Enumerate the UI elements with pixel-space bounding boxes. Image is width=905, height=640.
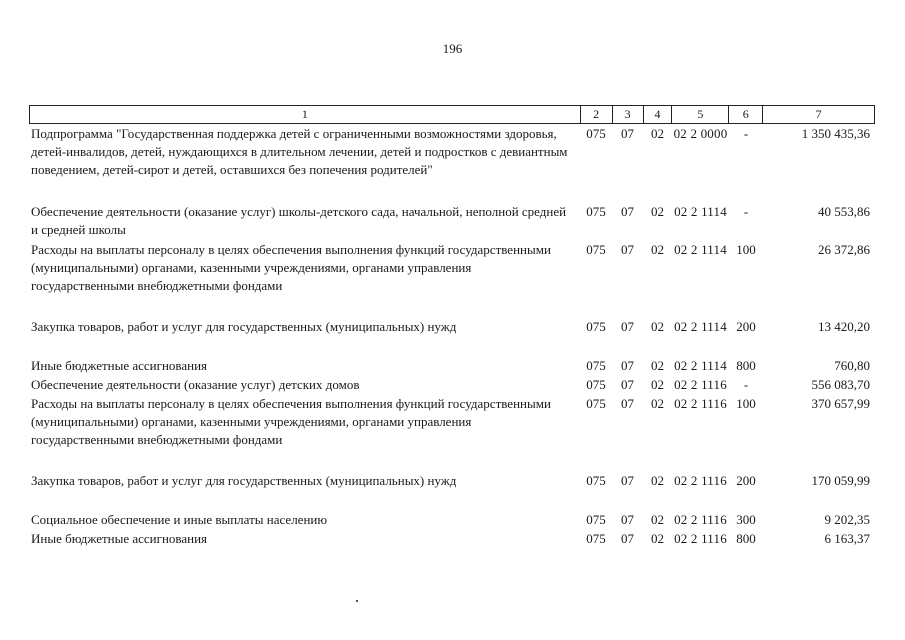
row-name: Обеспечение деятельности (оказание услуг) детских домов: [31, 377, 360, 392]
row-rz: 07: [621, 358, 634, 373]
row-csr: 02 2 1114: [674, 204, 727, 219]
row-name: Расходы на выплаты персоналу в целях обеспечения выполнения функций государственными (муниципальными) органами, казенными учреждениями, органами управления государственными внебюджетными фондами: [31, 242, 551, 293]
row-rz: 07: [621, 242, 634, 257]
row-pr: 02: [651, 531, 664, 546]
row-vr: -: [743, 204, 749, 219]
row-ved: 075: [586, 473, 606, 488]
row-sum: 6 163,37: [824, 531, 870, 546]
row-vr: 300: [736, 512, 756, 527]
header-col-4: 4: [643, 106, 672, 123]
row-vr: 100: [736, 396, 756, 411]
row-ved: 075: [586, 358, 606, 373]
row-pr: 02: [651, 358, 664, 373]
row-name: Обеспечение деятельности (оказание услуг) школы-детского сада, начальной, неполной средней и средней школы: [31, 204, 567, 237]
row-name: Расходы на выплаты персоналу в целях обеспечения выполнения функций государственными (муниципальными) органами, казенными учреждениями, органами управления государственными внебюджетными фондами: [31, 396, 551, 447]
row-name: Иные бюджетные ассигнования: [31, 358, 208, 373]
row-ved: 075: [586, 204, 606, 219]
row-ved: 075: [586, 396, 606, 411]
row-vr: 200: [736, 473, 756, 488]
row-vr: -: [743, 377, 749, 392]
row-vr: 800: [736, 358, 756, 373]
row-rz: 07: [621, 204, 634, 219]
row-sum: 556 083,70: [811, 377, 870, 392]
row-sum: 9 202,35: [824, 512, 870, 527]
row-csr: 02 2 1116: [674, 473, 727, 488]
row-pr: 02: [651, 204, 664, 219]
row-rz: 07: [621, 319, 634, 334]
row-rz: 07: [621, 377, 634, 392]
header-col-5: 5: [671, 106, 728, 123]
header-col-7: 7: [762, 106, 874, 123]
row-ved: 075: [586, 126, 606, 141]
row-ved: 075: [586, 319, 606, 334]
row-rz: 07: [621, 512, 634, 527]
row-name: Закупка товаров, работ и услуг для государственных (муниципальных) нужд: [31, 319, 457, 334]
row-vr: 800: [736, 531, 756, 546]
row-pr: 02: [651, 473, 664, 488]
row-pr: 02: [651, 396, 664, 411]
row-csr: 02 2 1116: [674, 531, 727, 546]
row-name: Закупка товаров, работ и услуг для государственных (муниципальных) нужд: [31, 473, 457, 488]
row-name: Иные бюджетные ассигнования: [31, 531, 208, 546]
row-csr: 02 2 1116: [674, 512, 727, 527]
row-pr: 02: [651, 512, 664, 527]
row-rz: 07: [621, 531, 634, 546]
row-name: Социальное обеспечение и иные выплаты населению: [31, 512, 328, 527]
row-vr: 100: [736, 242, 756, 257]
row-name: Подпрограмма "Государственная поддержка детей с ограниченными возможностями здоровья, детей-инвалидов, детей, нуждающихся в длительном лечении, детей и подростков с девиантным поведением, детей-сирот и детей, оставшихся без попечения родителей": [31, 126, 568, 177]
row-ved: 075: [586, 377, 606, 392]
header-col-2: 2: [580, 106, 612, 123]
row-sum: 40 553,86: [818, 204, 870, 219]
row-sum: 26 372,86: [818, 242, 870, 257]
row-sum: 170 059,99: [811, 473, 870, 488]
row-csr: 02 2 1116: [674, 396, 727, 411]
row-csr: 02 2 1114: [674, 319, 727, 334]
row-sum: 13 420,20: [818, 319, 870, 334]
row-ved: 075: [586, 531, 606, 546]
row-sum: 370 657,99: [811, 396, 870, 411]
row-csr: 02 2 1114: [674, 242, 727, 257]
row-csr: 02 2 0000: [673, 126, 728, 141]
header-col-1: 1: [301, 107, 308, 121]
row-rz: 07: [621, 126, 634, 141]
row-csr: 02 2 1116: [674, 377, 727, 392]
header-col-6: 6: [728, 106, 762, 123]
row-vr: 200: [736, 319, 756, 334]
scan-speck: [356, 600, 358, 602]
row-rz: 07: [621, 396, 634, 411]
row-pr: 02: [651, 319, 664, 334]
row-ved: 075: [586, 512, 606, 527]
row-vr: -: [743, 126, 749, 141]
row-ved: 075: [586, 242, 606, 257]
row-sum: 760,80: [834, 358, 870, 373]
page-number: 196: [442, 41, 463, 56]
row-pr: 02: [651, 377, 664, 392]
row-sum: 1 350 435,36: [801, 126, 870, 141]
row-rz: 07: [621, 473, 634, 488]
row-pr: 02: [651, 242, 664, 257]
table-header: [29, 105, 875, 124]
header-col-3: 3: [612, 106, 643, 123]
row-pr: 02: [651, 126, 664, 141]
row-csr: 02 2 1114: [674, 358, 727, 373]
